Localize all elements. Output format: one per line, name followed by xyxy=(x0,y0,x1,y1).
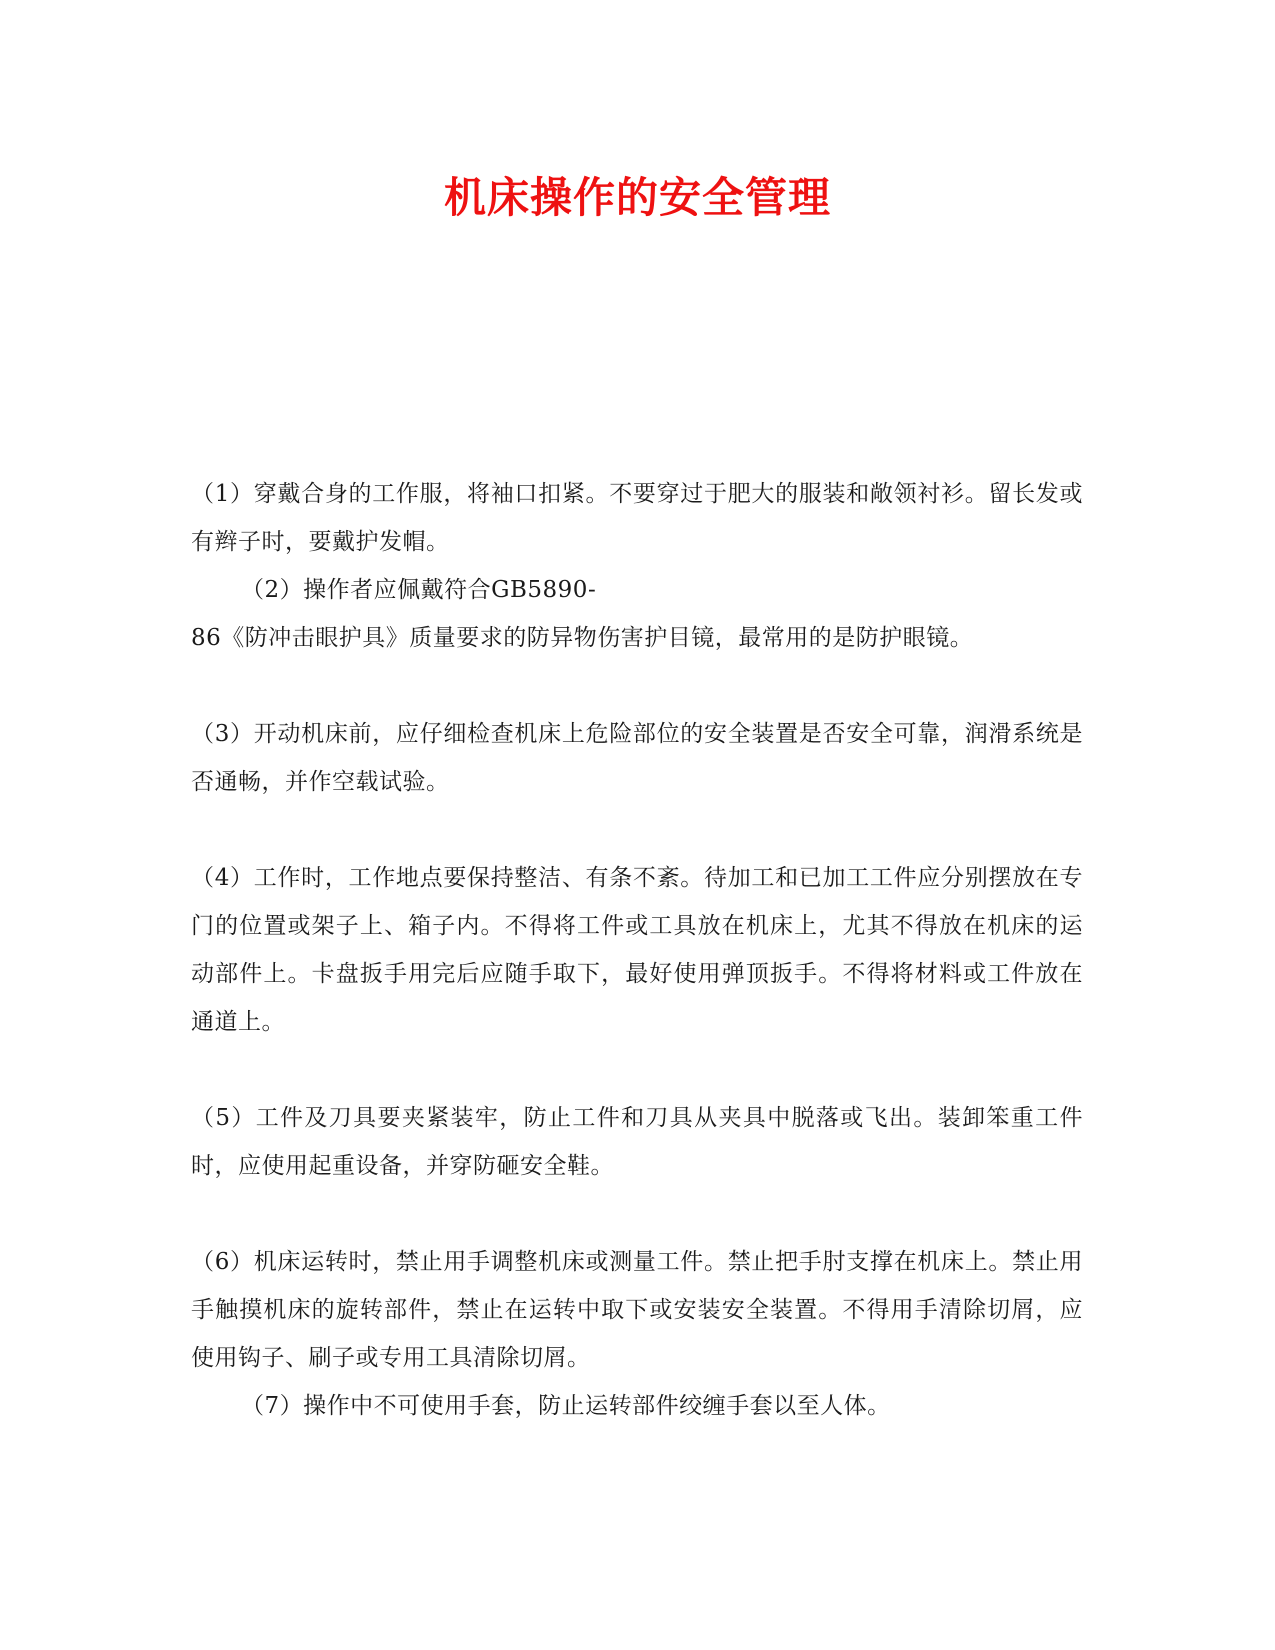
paragraph-6: （6）机床运转时，禁止用手调整机床或测量工件。禁止把手肘支撑在机床上。禁止用手触摸机床的旋转部件，禁止在运转中取下或安装安全装置。不得用手清除切屑，应使用钩子、刷子或专用工具清除切屑。 xyxy=(191,1249,1083,1371)
paragraph-5: （5）工件及刀具要夹紧装牢，防止工件和刀具从夹具中脱落或飞出。装卸笨重工件时，应使用起重设备，并穿防砸安全鞋。 xyxy=(191,1105,1083,1179)
paragraph-gap xyxy=(191,1190,1083,1238)
paragraph-gap xyxy=(191,1046,1083,1094)
paragraph-7: （7）操作中不可使用手套，防止运转部件绞缠手套以至人体。 xyxy=(241,1393,891,1419)
paragraph-gap xyxy=(191,806,1083,854)
paragraph-4: （4）工作时，工作地点要保持整洁、有条不紊。待加工和已加工工件应分别摆放在专门的位置或架子上、箱子内。不得将工件或工具放在机床上，尤其不得放在机床的运动部件上。卡盘扳手用完后应随手取下，最好使用弹顶扳手。不得将材料或工件放在通道上。 xyxy=(191,865,1083,1035)
paragraph-1: （1）穿戴合身的工作服，将袖口扣紧。不要穿过于肥大的服装和敞领衬衫。留长发或有辫子时，要戴护发帽。 xyxy=(191,481,1083,555)
document-title: 机床操作的安全管理 xyxy=(443,173,831,222)
paragraph-3: （3）开动机床前，应仔细检查机床上危险部位的安全装置是否安全可靠，润滑系统是否通畅，并作空载试验。 xyxy=(191,721,1083,795)
paragraph-2-line-2: 86《防冲击眼护具》质量要求的防异物伤害护目镜，最常用的是防护眼镜。 xyxy=(191,625,974,651)
document-body xyxy=(191,470,1083,1430)
paragraph-gap xyxy=(191,662,1083,710)
paragraph-2-line-1: （2）操作者应佩戴符合GB5890- xyxy=(241,577,597,603)
